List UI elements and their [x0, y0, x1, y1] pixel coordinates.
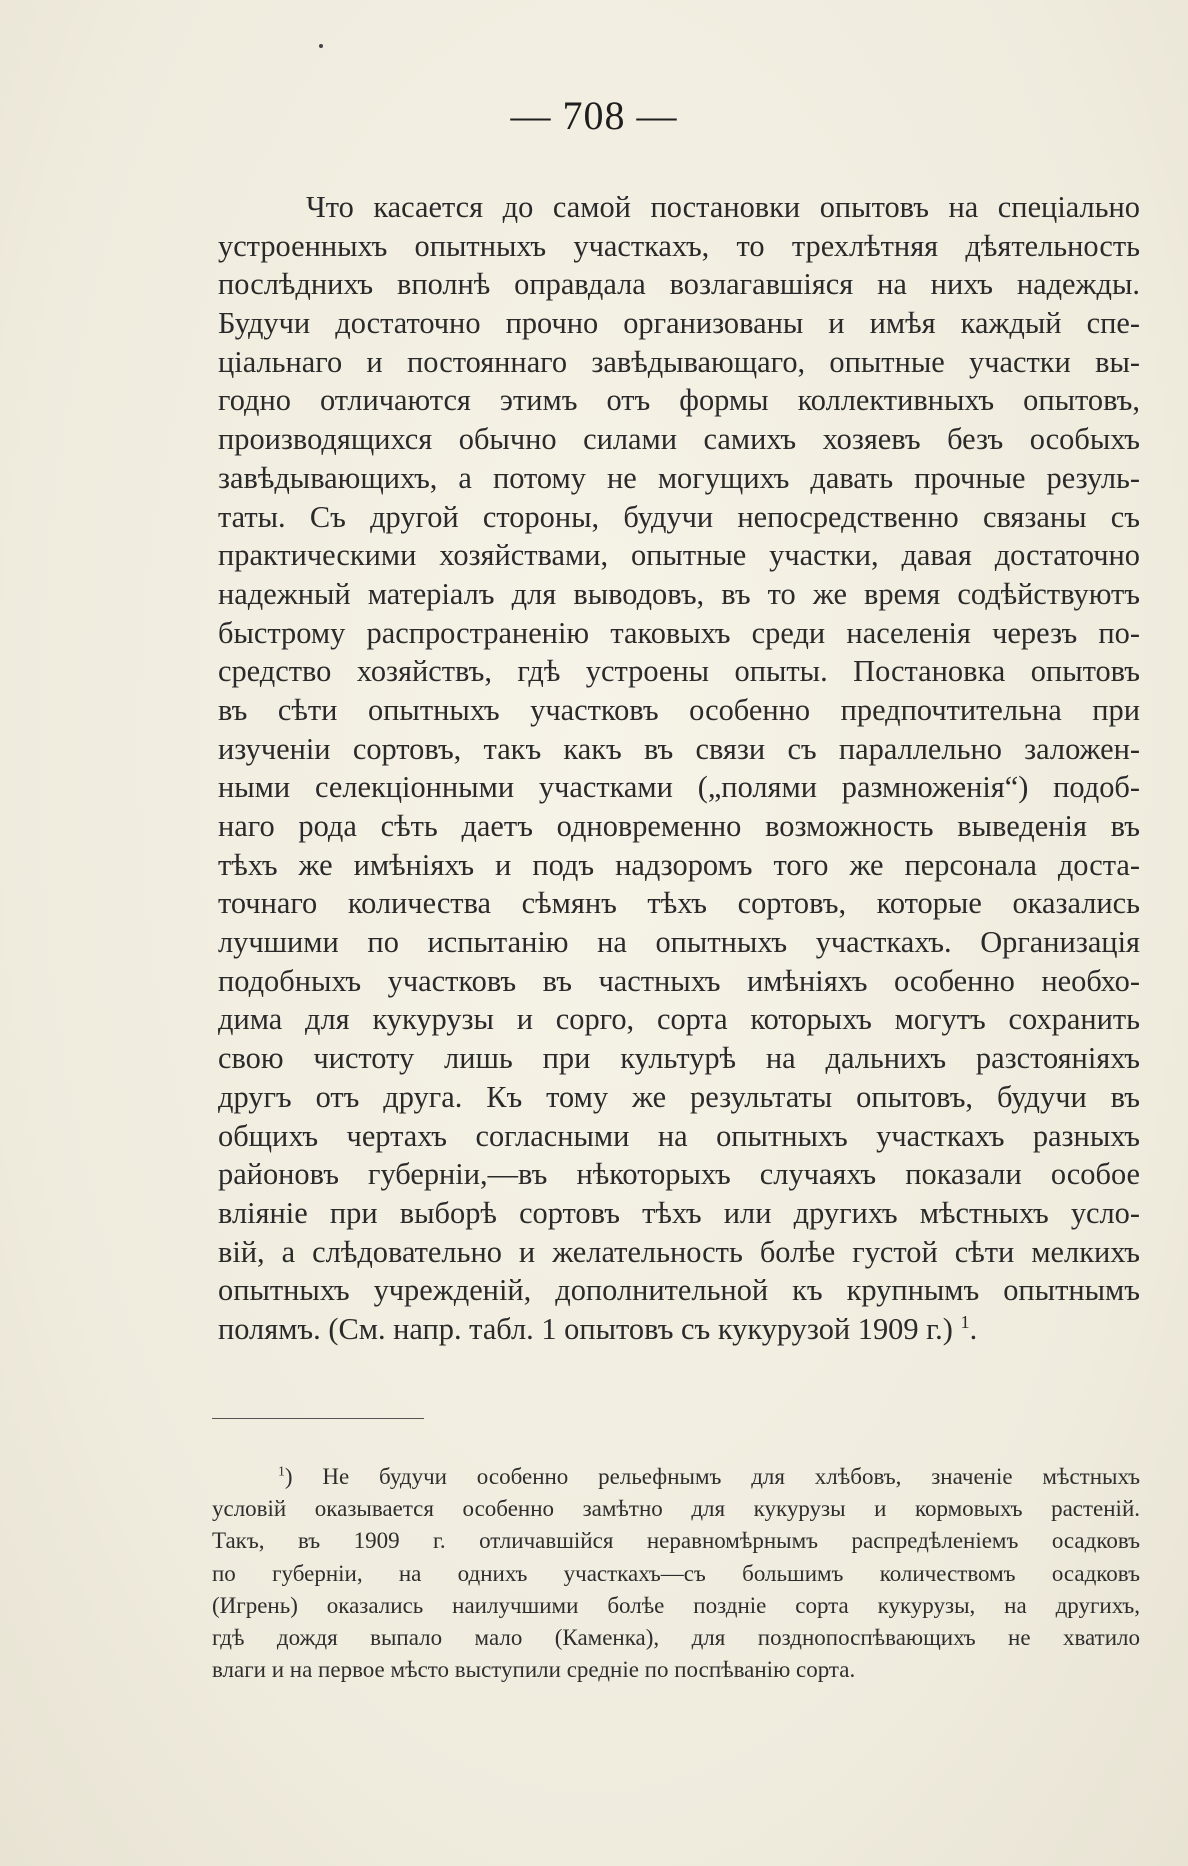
- text-line: въ сѣти опытныхъ участковъ особенно предпочтительна при: [218, 692, 1140, 727]
- text-line: другъ отъ друга. Къ тому же результаты опытовъ, будучи въ: [218, 1079, 1140, 1114]
- text-line: вліяніе при выборѣ сортовъ тѣхъ или другихъ мѣстныхъ усло-: [218, 1195, 1140, 1230]
- footnote-marker: 1: [278, 1463, 285, 1479]
- text-line: практическими хозяйствами, опытные участки, давая достаточно: [218, 538, 1140, 573]
- text-line: лучшими по испытанію на опытныхъ участкахъ. Организація: [218, 925, 1140, 960]
- text-line: изученіи сортовъ, такъ какъ въ связи съ параллельно заложен-: [218, 731, 1140, 766]
- text-line: подобныхъ участковъ въ частныхъ имѣніяхъ особенно необхо-: [218, 963, 1140, 998]
- text-line: наго рода сѣть даетъ одновременно возможность выведенія въ: [218, 809, 1140, 843]
- text-line-last: [218, 1310, 1140, 1349]
- footnote-line: Такъ, въ 1909 г. отличавшійся неравномѣрнымъ распредѣленіемъ осадковъ: [212, 1528, 1140, 1554]
- text-line: вій, а слѣдовательно и желательность болѣе густой сѣти мелкихъ: [218, 1234, 1140, 1269]
- main-paragraph: [218, 188, 1140, 1349]
- text-line: годно отличаются этимъ отъ формы коллективныхъ опытовъ,: [218, 383, 1140, 418]
- footnote-line: влаги и на первое мѣсто выступили средніе по поспѣванію сорта.: [212, 1657, 856, 1683]
- text-line: районовъ губерніи,—въ нѣкоторыхъ случаяхъ показали особое: [218, 1157, 1140, 1192]
- text-line: устроенныхъ опытныхъ участкахъ, то трехлѣтняя дѣятельность: [218, 228, 1140, 263]
- text-line: свою чистоту лишь при культурѣ на дальнихъ разстояніяхъ: [218, 1041, 1140, 1076]
- text-line: надежный матеріалъ для выводовъ, въ то же время содѣйствуютъ: [218, 576, 1140, 611]
- footnote-line: условій оказывается особенно замѣтно для кукурузы и кормовыхъ растеній.: [212, 1496, 1140, 1522]
- text-line: Что касается до самой постановки опытовъ на спеціально: [306, 190, 1140, 224]
- page-number: — 708 —: [510, 93, 678, 138]
- text-line: ціальнаго и постояннаго завѣдывающаго, опытные участки вы-: [218, 344, 1140, 379]
- footnote-separator: [212, 1418, 424, 1419]
- text-line: точнаго количества сѣмянъ тѣхъ сортовъ, которые оказались: [218, 886, 1140, 921]
- text-line: Будучи достаточно прочно организованы и имѣя каждый спе-: [218, 306, 1140, 341]
- footnote: [212, 1461, 1140, 1686]
- text-line: таты. Съ другой стороны, будучи непосредственно связаны съ: [218, 499, 1140, 534]
- text-line: завѣдывающихъ, а потому не могущихъ давать прочные резуль-: [218, 460, 1140, 495]
- text-line: быстрому распространенію таковыхъ среди населенія черезъ по-: [218, 615, 1140, 650]
- footnote-line: гдѣ дождя выпало мало (Каменка), для позднопоспѣвающихъ не хватило: [212, 1624, 1140, 1650]
- sentence-end: .: [969, 1311, 978, 1346]
- text-line: тѣхъ же имѣніяхъ и подъ надзоромъ того же персонала доста-: [218, 847, 1140, 882]
- text-line: производящихся обычно силами самихъ хозяевъ безъ особыхъ: [218, 422, 1140, 457]
- text-line: послѣднихъ вполнѣ оправдала возлагавшіяся на нихъ надежды.: [218, 267, 1140, 302]
- footnote-line-body: ) Не будучи особенно рельефнымъ для хлѣбовъ, значеніе мѣстныхъ: [284, 1464, 1140, 1489]
- text-line-last-body: полямъ. (См. напр. табл. 1 опытовъ съ кукурузой 1909 г.): [218, 1311, 953, 1346]
- text-line: ными селекціонными участками („полями размноженія“) подоб-: [218, 770, 1140, 805]
- ink-speck: [319, 44, 323, 48]
- text-line: средство хозяйствъ, гдѣ устроены опыты. Постановка опытовъ: [218, 654, 1140, 689]
- footnote-line: [212, 1461, 1140, 1493]
- footnote-line: по губерніи, на однихъ участкахъ—съ большимъ количествомъ осадковъ: [212, 1560, 1140, 1586]
- footnote-line: (Игрень) оказались наилучшими болѣе поздніе сорта кукурузы, на другихъ,: [212, 1592, 1140, 1618]
- text-line: дима для кукурузы и сорго, сорта которыхъ могутъ сохранить: [218, 1002, 1140, 1037]
- footnote-reference[interactable]: 1: [960, 1312, 970, 1332]
- text-line: опытныхъ учрежденій, дополнительной къ крупнымъ опытнымъ: [218, 1273, 1140, 1308]
- text-line: общихъ чертахъ согласными на опытныхъ участкахъ разныхъ: [218, 1118, 1140, 1153]
